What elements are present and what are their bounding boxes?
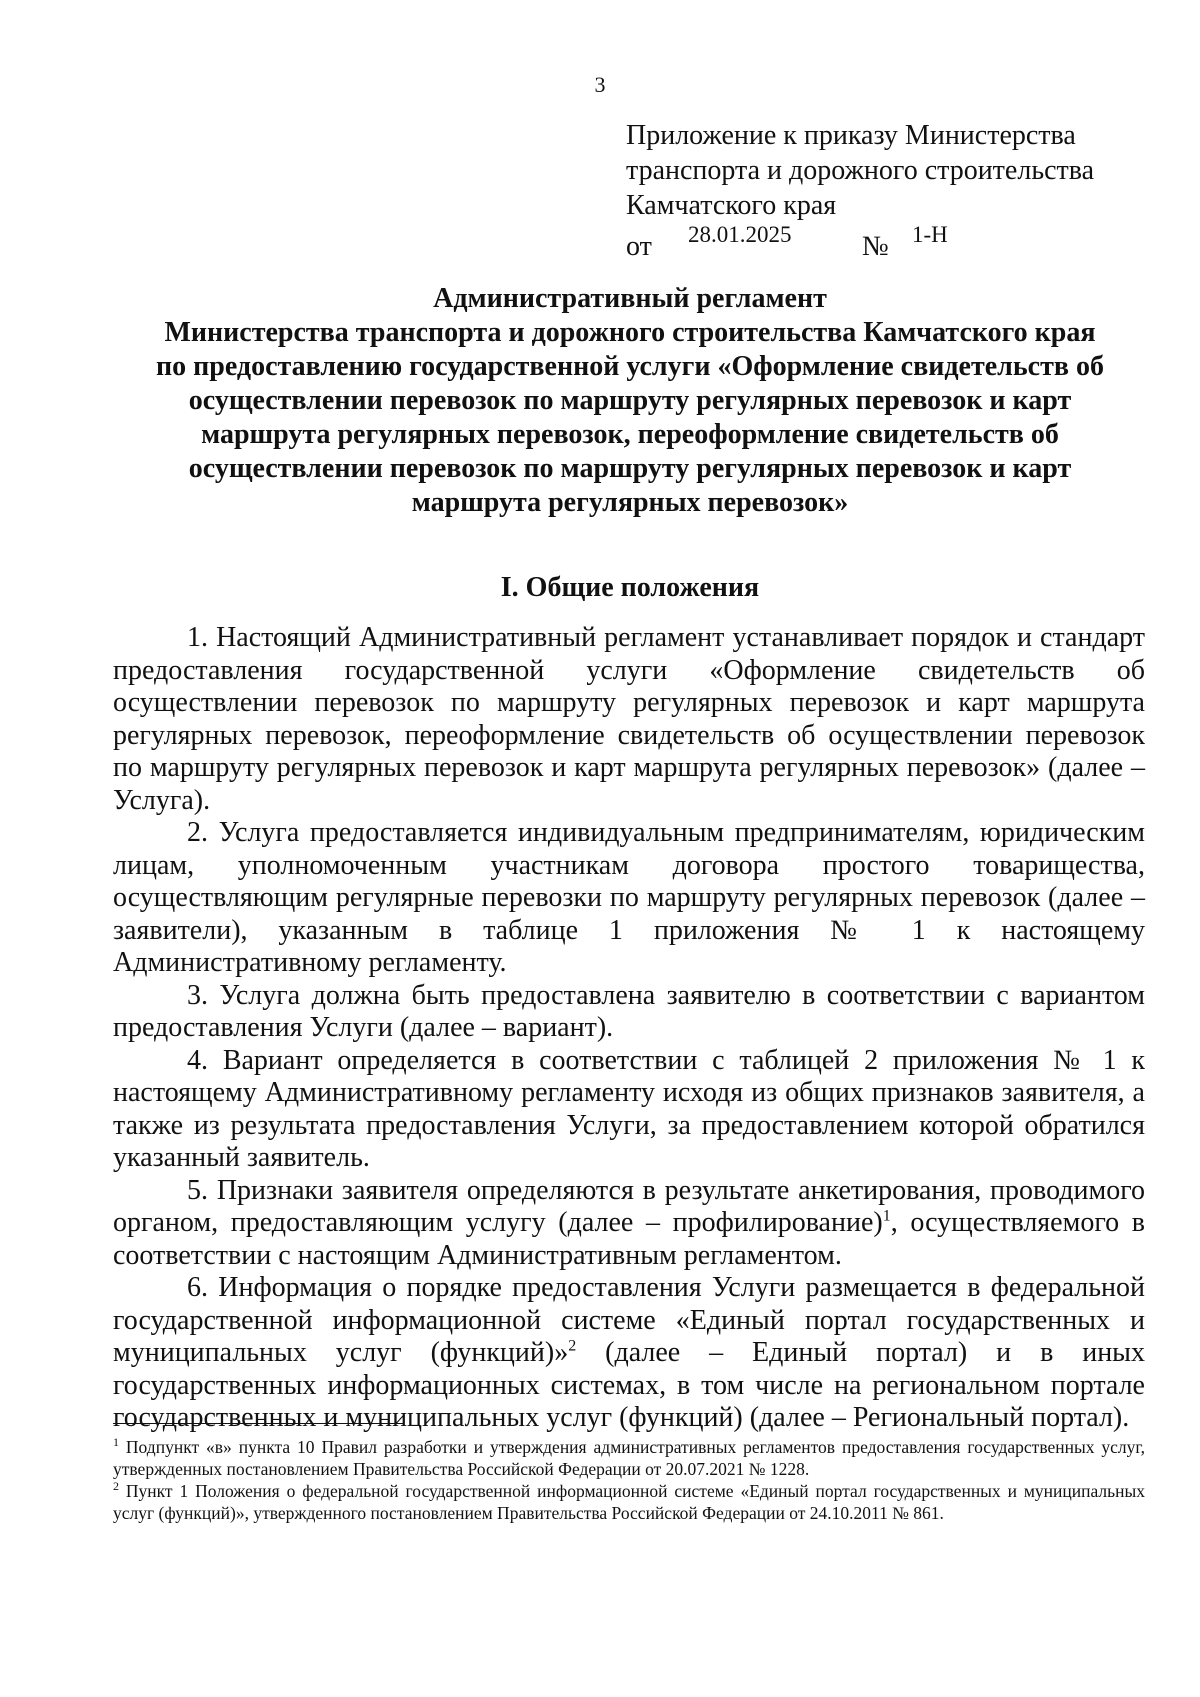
appendix-line: Камчатского края — [626, 190, 837, 221]
paragraph-6 — [113, 1272, 1145, 1435]
document-title — [110, 282, 1150, 520]
order-line — [626, 223, 1146, 263]
order-number: 1-Н — [912, 222, 948, 247]
appendix-block — [626, 118, 1146, 263]
title-line: маршрута регулярных перевозок» — [411, 487, 849, 518]
order-from-label: от — [626, 231, 652, 262]
footnote-text: Пункт 1 Положения о федеральной государственной информационной системе «Единый портал государственных и муниципальных услуг (функций)», утвержденного постановлением Правительства Российской Федерации от 24.10.2011 № 861. — [113, 1481, 1145, 1523]
title-line: маршрута регулярных перевозок, переоформление свидетельств об — [201, 419, 1059, 450]
title-line: осуществлении перевозок по маршруту регулярных перевозок и карт — [188, 453, 1072, 484]
appendix-line: Приложение к приказу Министерства — [626, 120, 1076, 151]
paragraph-text: (далее – Единый портал) и в иных государственных информационных системах, в том числе на региональном портале государственных и муниципальных услуг (функций) (далее – Региональный портал). — [113, 1337, 1145, 1433]
footnote-separator — [113, 1423, 403, 1424]
title-line: по предоставлению государственной услуги «Оформление свидетельств об — [156, 351, 1104, 382]
appendix-line: транспорта и дорожного строительства — [626, 155, 1095, 186]
section-heading: I. Общие положения — [500, 572, 760, 603]
paragraph-text: 5. Признаки заявителя определяются в результате анкетирования, проводимого органом, предоставляющим услугу (далее – профилирование) — [113, 1174, 1145, 1238]
paragraph-4: 4. Вариант определяется в соответствии с таблицей 2 приложения № 1 к настоящему Административному регламенту исходя из общих признаков заявителя, а также из результата предоставления Услуги, за предоставлением которой обратился указанный заявитель. — [113, 1044, 1145, 1173]
paragraph-5 — [113, 1175, 1145, 1273]
paragraph-1: 1. Настоящий Административный регламент устанавливает порядок и стандарт предоставления государственной услуги «Оформление свидетельств об осуществлении перевозок по маршруту регулярных перевозок и карт маршрута регулярных перевозок, переоформление свидетельств об осуществлении перевозок по маршруту регулярных перевозок и карт маршрута регулярных перевозок» (далее – Услуга). — [113, 622, 1145, 816]
order-number-sign: № — [862, 231, 889, 262]
order-date: 28.01.2025 — [688, 222, 792, 247]
title-line: Административный регламент — [433, 283, 827, 314]
footnote-marker: 2 — [113, 1479, 119, 1494]
footnote-reference[interactable]: 2 — [568, 1337, 577, 1355]
footnote-reference[interactable]: 1 — [882, 1207, 891, 1225]
document-body — [113, 622, 1145, 1435]
paragraph-text: , осуществляемого в соответствии с настоящим Административным регламентом. — [113, 1207, 1145, 1271]
title-line: осуществлении перевозок по маршруту регулярных перевозок и карт — [188, 385, 1072, 416]
paragraph-text: 6. Информация о порядке предоставления Услуги размещается в федеральной государственной информационной системе «Единый портал государственных и муниципальных услуг (функций)» — [113, 1272, 1145, 1368]
paragraph-3: 3. Услуга должна быть предоставлена заявителю в соответствии с вариантом предоставления Услуги (далее – вариант). — [113, 979, 1145, 1043]
footnote-1 — [113, 1436, 1145, 1480]
footnotes — [113, 1436, 1145, 1524]
footnote-marker: 1 — [113, 1435, 119, 1450]
paragraph-2: 2. Услуга предоставляется индивидуальным предпринимателям, юридическим лицам, уполномоченным участникам договора простого товарищества, осуществляющим регулярные перевозки по маршруту регулярных перевозок (далее – заявители), указанным в таблице 1 приложения № 1 к настоящему Административному регламенту. — [113, 817, 1145, 978]
title-line: Министерства транспорта и дорожного строительства Камчатского края — [164, 317, 1096, 348]
footnote-text: Подпункт «в» пункта 10 Правил разработки и утверждения административных регламентов предоставления государственных услуг, утвержденных постановлением Правительства Российской Федерации от 20.07.2021 № 1228. — [113, 1437, 1145, 1479]
page-number: 3 — [594, 72, 606, 97]
footnote-2 — [113, 1480, 1145, 1524]
